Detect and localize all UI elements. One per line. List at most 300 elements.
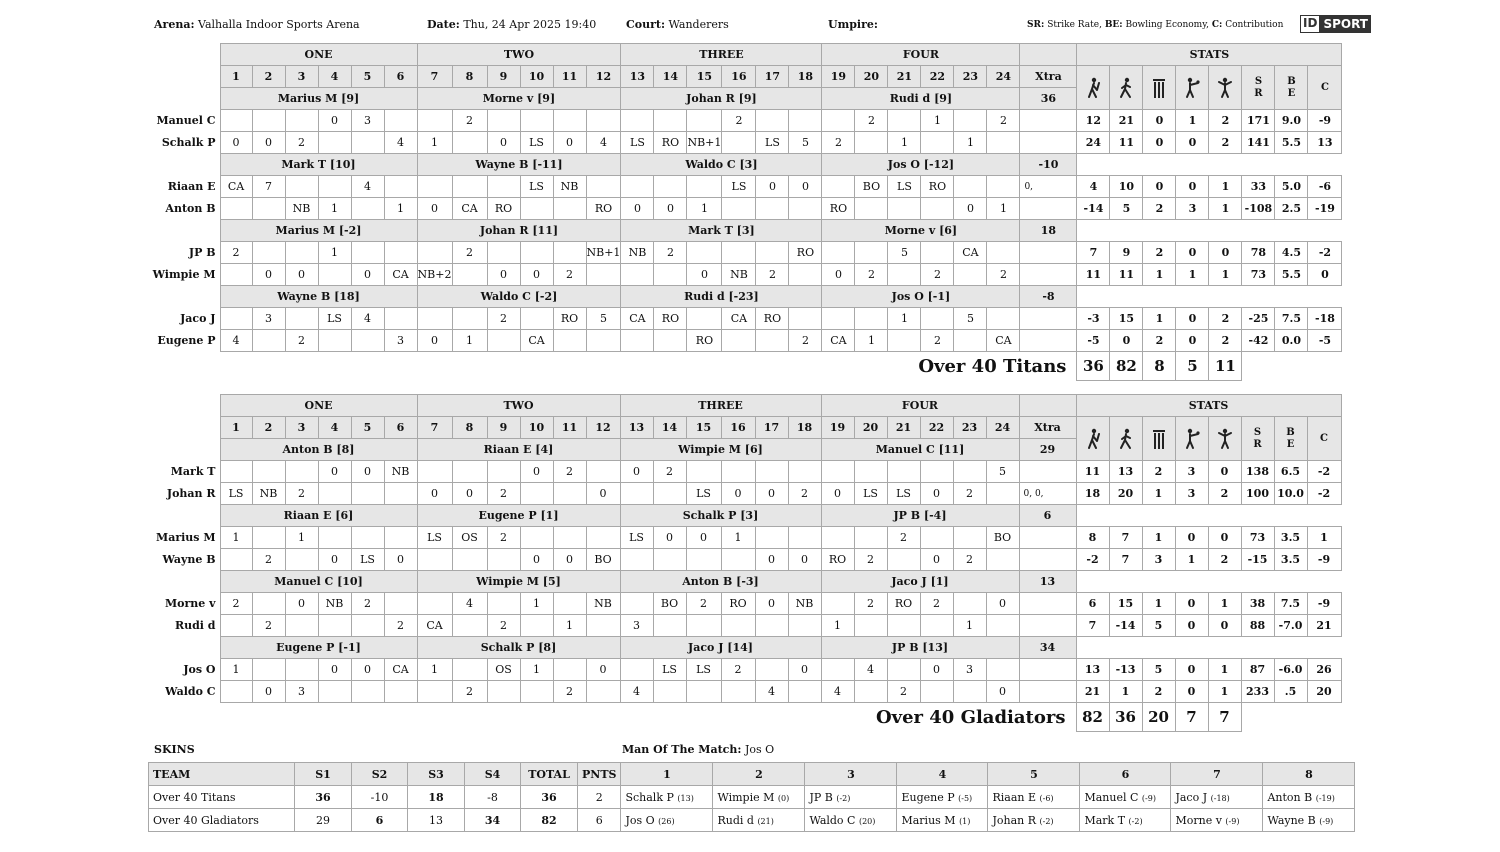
ball-result (520, 527, 553, 549)
ball-number-header: 8 (452, 66, 487, 88)
batter-name: Wayne B (162, 553, 216, 566)
ball-result (417, 176, 452, 198)
arena-info: Arena: Valhalla Indoor Sports Arena (154, 18, 360, 31)
stat-value: 21 (1076, 681, 1109, 703)
stat-value: 7 (1076, 615, 1109, 637)
fielder-icon (1176, 66, 1209, 110)
spacer (1076, 571, 1341, 593)
ball-result (351, 330, 384, 352)
stat-value: -9 (1307, 593, 1341, 615)
ball-result (252, 110, 285, 132)
ball-result: NB (285, 198, 318, 220)
ball-result: 1 (721, 527, 755, 549)
ball-result (220, 264, 252, 286)
man-of-the-match: Man Of The Match: Jos O (622, 743, 775, 756)
ball-result (318, 527, 351, 549)
ball-result (252, 198, 285, 220)
skins-table (148, 762, 1355, 832)
stat-value: 6 (1076, 593, 1109, 615)
spacer (150, 439, 220, 461)
ball-number-header: 11 (553, 417, 586, 439)
ball-result (553, 110, 586, 132)
ball-result: RO (553, 308, 586, 330)
skins-header: 2 (713, 763, 805, 786)
ball-result: 2 (452, 681, 487, 703)
ball-result: LS (686, 483, 721, 505)
ball-result: LS (520, 176, 553, 198)
ball-result (721, 461, 755, 483)
ball-result (553, 198, 586, 220)
stat-value: 0 (1176, 242, 1209, 264)
skins-header: S4 (465, 763, 521, 786)
skins-header: 8 (1263, 763, 1355, 786)
ball-result (687, 242, 722, 264)
ball-number-header: 9 (487, 66, 520, 88)
ball-result: 1 (888, 308, 921, 330)
ball-result (620, 659, 653, 681)
ball-result: 2 (887, 527, 920, 549)
ball-result (487, 330, 520, 352)
ball-result: RO (687, 330, 722, 352)
stat-value: 20 (1109, 483, 1142, 505)
ball-result (586, 461, 620, 483)
team-total: 82 (1110, 352, 1143, 381)
stat-value: -2 (1307, 483, 1341, 505)
ball-result (653, 483, 686, 505)
skins-row (149, 809, 1355, 832)
stat-value: 1 (1307, 527, 1341, 549)
ball-result: CA (722, 308, 756, 330)
skins-row (149, 786, 1355, 809)
stat-value: 0 (1143, 110, 1176, 132)
ball-result: 2 (953, 483, 986, 505)
bowler-label: Marius M [-2] (220, 220, 417, 242)
skins-score: 6 (578, 809, 621, 832)
ball-result (417, 681, 452, 703)
batter-name: Anton B (165, 202, 216, 215)
batter-name: Waldo C (165, 685, 216, 698)
ball-result: 4 (586, 132, 621, 154)
ball-result: CA (520, 330, 553, 352)
stat-value: 2 (1208, 483, 1241, 505)
ball-result (220, 549, 252, 571)
ball-result (586, 110, 621, 132)
stat-value: 5 (1142, 659, 1175, 681)
ball-result: 5 (586, 308, 621, 330)
stat-value: 2 (1143, 330, 1176, 352)
ball-result: LS (351, 549, 384, 571)
ball-result: 1 (888, 132, 921, 154)
stumps-icon (1143, 66, 1176, 110)
ball-result: 4 (351, 176, 384, 198)
batter-extras: 0, 0, (1019, 483, 1076, 505)
ball-result: 0 (654, 198, 687, 220)
ball-result: 4 (620, 681, 653, 703)
stat-value: 171 (1242, 110, 1275, 132)
ball-result (384, 681, 417, 703)
spacer (150, 637, 220, 659)
ball-result (586, 176, 621, 198)
ball-result: LS (722, 176, 756, 198)
ball-result (721, 549, 755, 571)
ball-result (788, 681, 821, 703)
batter-name: Rudi d (174, 619, 216, 632)
spacer (150, 571, 220, 593)
stat-value: 5.5 (1275, 132, 1308, 154)
ball-result: 5 (888, 242, 921, 264)
stat-value: 21 (1307, 615, 1341, 637)
ball-result: 1 (954, 132, 987, 154)
ball-result (220, 461, 252, 483)
ball-result (553, 593, 586, 615)
skins-title: SKINS (154, 743, 195, 756)
ball-result (384, 527, 417, 549)
batter-extras (1020, 132, 1077, 154)
stat-value: 233 (1241, 681, 1274, 703)
ball-result (788, 527, 821, 549)
bowler-label: Anton B [8] (220, 439, 417, 461)
ball-result (586, 330, 621, 352)
ball-result: 2 (285, 132, 318, 154)
ball-number-header: 4 (318, 417, 351, 439)
bowler-label: Riaan E [6] (220, 505, 417, 527)
ball-result (887, 461, 920, 483)
ball-result: 0 (721, 483, 755, 505)
ball-number-header: 17 (755, 417, 788, 439)
ball-result: RO (721, 593, 755, 615)
ball-result: 1 (220, 527, 252, 549)
batting-pair-row (150, 264, 1342, 286)
spacer (1077, 220, 1342, 242)
skins-player: Anton B (-19) (1263, 786, 1355, 809)
ball-result: LS (887, 483, 920, 505)
ball-result (954, 176, 987, 198)
ball-number-header: 1 (220, 417, 252, 439)
celebration-icon (1209, 66, 1242, 110)
ball-result: 0 (318, 659, 351, 681)
ball-result (887, 659, 920, 681)
ball-result (417, 461, 452, 483)
ball-result: 2 (686, 593, 721, 615)
ball-result: NB (788, 593, 821, 615)
ball-result (921, 242, 954, 264)
ball-result: 2 (854, 549, 887, 571)
ball-result (986, 659, 1019, 681)
bowler-label: Wayne B [18] (220, 286, 417, 308)
ball-result: NB (318, 593, 351, 615)
stat-value: 7.5 (1274, 593, 1307, 615)
ball-result: 0 (351, 461, 384, 483)
bowler-label: Wayne B [-11] (417, 154, 621, 176)
ball-result (855, 242, 888, 264)
ball-number-header: 24 (986, 417, 1019, 439)
batting-pair-row (150, 198, 1342, 220)
ball-result (620, 593, 653, 615)
stat-value: -15 (1241, 549, 1274, 571)
ball-result (855, 308, 888, 330)
ball-result (351, 681, 384, 703)
bowler-label: Manuel C [10] (220, 571, 417, 593)
ball-result: BO (986, 527, 1019, 549)
stat-value: 0 (1208, 461, 1241, 483)
ball-result (789, 308, 822, 330)
ball-result: LS (620, 527, 653, 549)
ball-result: 1 (821, 615, 854, 637)
team-total: 7 (1175, 703, 1208, 732)
ball-result: CA (452, 198, 487, 220)
block-extras: 36 (1020, 88, 1077, 110)
ball-result (686, 461, 721, 483)
ball-number-header: 18 (788, 417, 821, 439)
ball-result: RO (822, 198, 855, 220)
team-total: 7 (1208, 703, 1241, 732)
ball-number-header: 6 (384, 66, 417, 88)
ball-result (384, 176, 417, 198)
ball-result: 0 (755, 549, 788, 571)
stat-value: -9 (1308, 110, 1342, 132)
stat-value: 0 (1176, 308, 1209, 330)
ball-result: 4 (755, 681, 788, 703)
stat-value: 7 (1109, 549, 1142, 571)
group-three-header: THREE (620, 395, 821, 417)
bowler-label: Johan R [9] (621, 88, 822, 110)
ball-result (452, 659, 487, 681)
skins-header: S3 (408, 763, 465, 786)
ball-result: 5 (986, 461, 1019, 483)
ball-result: 1 (553, 615, 586, 637)
ball-number-header: 22 (921, 66, 954, 88)
ball-result (487, 242, 520, 264)
ball-result (789, 264, 822, 286)
stat-value: 11 (1076, 461, 1109, 483)
ball-number-header: 5 (351, 66, 384, 88)
stat-value: 1 (1209, 176, 1242, 198)
ball-result (384, 110, 417, 132)
ball-result (953, 681, 986, 703)
ball-result (285, 176, 318, 198)
ball-result (788, 461, 821, 483)
stat-value: 13 (1076, 659, 1109, 681)
ball-result: 0 (756, 176, 789, 198)
ball-number-header: 24 (987, 66, 1020, 88)
titans-innings-table (150, 43, 1342, 381)
block-extras: 13 (1019, 571, 1076, 593)
ball-result (417, 549, 452, 571)
court-info: Court: Wanderers (626, 18, 729, 31)
batter-extras (1019, 615, 1076, 637)
ball-result: 2 (452, 110, 487, 132)
team-total: 20 (1142, 703, 1175, 732)
ball-result (220, 681, 252, 703)
stat-value: 1 (1175, 549, 1208, 571)
ball-result (351, 615, 384, 637)
ball-result: LS (621, 132, 654, 154)
ball-result: OS (487, 659, 520, 681)
ball-result: 0 (986, 593, 1019, 615)
stat-value: 1 (1142, 483, 1175, 505)
ball-result: 1 (687, 198, 722, 220)
batting-pair-row (150, 308, 1342, 330)
ball-result (252, 593, 285, 615)
ball-result (417, 308, 452, 330)
ball-result: 0 (520, 461, 553, 483)
ball-result (621, 330, 654, 352)
ball-number-header: 19 (822, 66, 855, 88)
xtra-header: Xtra (1020, 66, 1077, 88)
ball-result: 2 (953, 549, 986, 571)
ball-result: 2 (722, 110, 756, 132)
group-two-header: TWO (417, 44, 621, 66)
ball-number-header: 11 (553, 66, 586, 88)
stat-value: 2.5 (1275, 198, 1308, 220)
ball-number-header: 21 (887, 417, 920, 439)
ball-result (487, 593, 520, 615)
block-extras: 29 (1019, 439, 1076, 461)
ball-result: 0 (318, 461, 351, 483)
stat-value: 3 (1175, 461, 1208, 483)
ball-result: 1 (417, 659, 452, 681)
ball-number-header: 10 (520, 66, 553, 88)
skins-score: 13 (408, 809, 465, 832)
stats-legend: SR: Strike Rate, BE: Bowling Economy, C: Contribution (1027, 20, 1284, 30)
ball-result: 1 (285, 527, 318, 549)
stat-value: 0 (1175, 659, 1208, 681)
ball-result: 0 (755, 593, 788, 615)
batsman-icon (1077, 66, 1110, 110)
ball-result (252, 527, 285, 549)
ball-result (351, 198, 384, 220)
ball-result: 3 (285, 681, 318, 703)
ball-result (553, 527, 586, 549)
ball-result (654, 110, 687, 132)
stat-value: 5 (1142, 615, 1175, 637)
ball-result (586, 264, 621, 286)
ball-result (854, 615, 887, 637)
stat-value: 3 (1175, 483, 1208, 505)
stat-value: 0 (1176, 132, 1209, 154)
batter-name: Wimpie M (152, 268, 216, 281)
bowler-label: Morne v [9] (417, 88, 621, 110)
stat-value: -19 (1308, 198, 1342, 220)
ball-result: CA (417, 615, 452, 637)
be-header: B E (1274, 417, 1307, 461)
ball-result: 2 (252, 549, 285, 571)
ball-number-header: 12 (586, 417, 620, 439)
stats-group-header: STATS (1076, 395, 1341, 417)
stat-value: 7.5 (1275, 308, 1308, 330)
ball-number-header: 20 (855, 66, 888, 88)
stat-value: -14 (1109, 615, 1142, 637)
ball-result: 2 (285, 483, 318, 505)
skins-score: -8 (465, 786, 521, 809)
ball-result: CA (987, 330, 1020, 352)
stat-value: 1 (1176, 110, 1209, 132)
ball-number-header: 1 (220, 66, 252, 88)
team-total: 36 (1077, 352, 1110, 381)
stat-value: 21 (1110, 110, 1143, 132)
ball-result (351, 527, 384, 549)
ball-result: 4 (384, 132, 417, 154)
stat-value: 2 (1142, 681, 1175, 703)
ball-result (318, 615, 351, 637)
skins-player: Morne v (-9) (1171, 809, 1263, 832)
ball-result (822, 110, 855, 132)
stat-value: 11 (1077, 264, 1110, 286)
skins-header: 5 (988, 763, 1080, 786)
ball-result: LS (756, 132, 789, 154)
ball-result: 2 (855, 264, 888, 286)
bowler-label: JP B [13] (821, 637, 1019, 659)
umpire-info: Umpire: (828, 18, 878, 31)
ball-result: 0 (788, 659, 821, 681)
group-four-header: FOUR (822, 44, 1020, 66)
ball-result (318, 264, 351, 286)
ball-result (921, 132, 954, 154)
ball-result: LS (686, 659, 721, 681)
ball-result (318, 483, 351, 505)
batter-extras (1020, 308, 1077, 330)
ball-result: RO (586, 198, 621, 220)
ball-result (854, 461, 887, 483)
ball-result: RO (654, 132, 687, 154)
ball-result (722, 132, 756, 154)
ball-result: RO (921, 176, 954, 198)
skins-player: Riaan E (-6) (988, 786, 1080, 809)
ball-number-header: 17 (756, 66, 789, 88)
stat-value: 11 (1110, 132, 1143, 154)
ball-number-header: 16 (722, 66, 756, 88)
stat-value: 141 (1242, 132, 1275, 154)
stat-value: 138 (1241, 461, 1274, 483)
ball-result (686, 549, 721, 571)
stat-value: -3 (1077, 308, 1110, 330)
court-name: Wanderers (668, 18, 729, 31)
ball-result: NB (586, 593, 620, 615)
ball-result (553, 330, 586, 352)
ball-result: RO (789, 242, 822, 264)
batter-extras (1019, 659, 1076, 681)
ball-result (722, 198, 756, 220)
batter-extras (1020, 264, 1077, 286)
skins-player: JP B (-2) (805, 786, 897, 809)
ball-result (417, 110, 452, 132)
batter-name: Marius M (156, 531, 216, 544)
stat-value: 78 (1242, 242, 1275, 264)
group-one-header: ONE (220, 395, 417, 417)
stat-value: 0 (1175, 593, 1208, 615)
stat-value: 2 (1209, 132, 1242, 154)
ball-number-header: 7 (417, 417, 452, 439)
group-two-header: TWO (417, 395, 620, 417)
stat-value: 0 (1175, 527, 1208, 549)
stat-value: 0 (1308, 264, 1342, 286)
bowler-label: Jaco J [1] (821, 571, 1019, 593)
ball-result: 5 (789, 132, 822, 154)
ball-result (887, 549, 920, 571)
stat-value: 1 (1143, 308, 1176, 330)
ball-result (755, 527, 788, 549)
ball-result (487, 110, 520, 132)
ball-result: NB (252, 483, 285, 505)
ball-result: 3 (252, 308, 285, 330)
ball-result: 0 (621, 198, 654, 220)
ball-result (620, 549, 653, 571)
bowler-label: Riaan E [4] (417, 439, 620, 461)
stat-value: 3.5 (1274, 549, 1307, 571)
ball-result: 0 (653, 527, 686, 549)
stat-value: 1 (1208, 681, 1241, 703)
ball-result: 2 (987, 264, 1020, 286)
